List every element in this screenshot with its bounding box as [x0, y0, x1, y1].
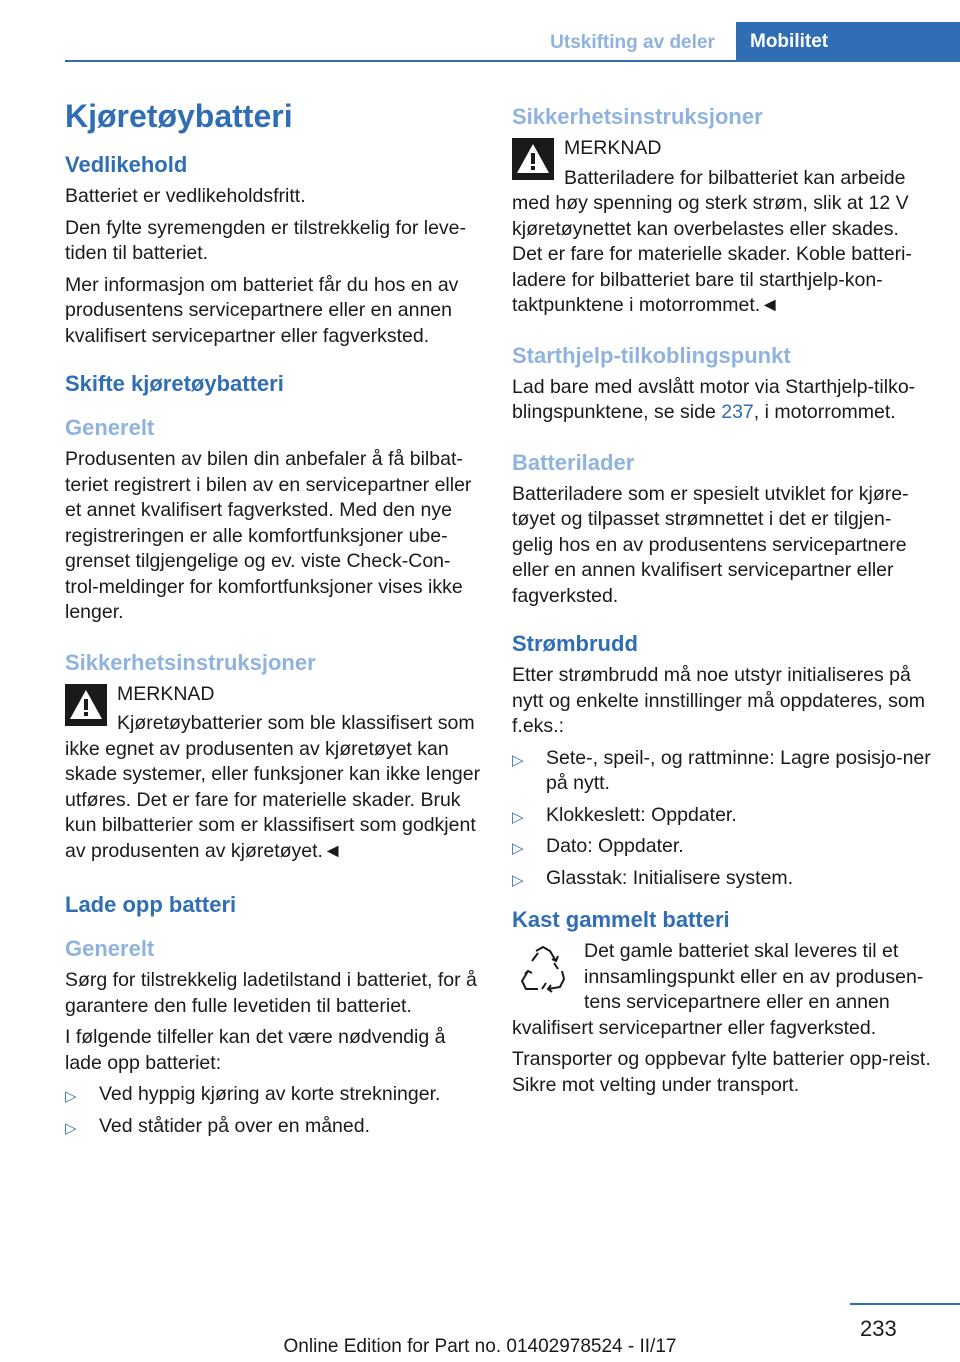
triangle-bullet-icon: ▷ [512, 840, 524, 857]
triangle-bullet-icon: ▷ [65, 1119, 77, 1137]
right-column [512, 96, 932, 1104]
safety-heading-right: Sikkerhetsinstruksjoner [512, 104, 763, 129]
list-item: ▷ Sete-, speil-, og rattminne: Lagre posisjo-ner på nytt. [512, 746, 931, 794]
maintenance-heading: Vedlikehold [65, 152, 188, 177]
general-text: Produsenten av bilen din anbefaler å få bilbat-teriet registrert i bilen av en servicepartner eller et annet kvalifisert fagverksted. Med den nye registreringen er alle komfortfunksjoner ube-grenset tilgjengelige og ev. viste Check-Con-trol-meldinger for komfortfunksjoner vises ikke lenger. [65, 448, 472, 623]
safety-heading-left: Sikkerhetsinstruksjoner [65, 649, 316, 675]
replace-heading: Skifte kjøretøybatteri [65, 371, 284, 396]
tab-section: Utskifting av deler [550, 32, 715, 53]
outage-heading: Strømbrudd [512, 631, 638, 656]
charger-text: Batteriladere som er spesielt utviklet for kjøre-tøyet og tilpasset strømnettet i det er tilgjen-gelig hos en av produsentens servicepartnere eller en annen kvalifisert servicepartner eller fagverksted. [512, 482, 909, 607]
triangle-bullet-icon: ▷ [512, 808, 524, 826]
charge-list [65, 1082, 483, 1139]
footer-rule [850, 1303, 960, 1305]
outage-text: Etter strømbrudd må noe utstyr initialiseres på nytt og enkelte innstillinger må oppdateres, som f.eks.: [512, 664, 925, 737]
list-item: ▷ Dato: Oppdater. [512, 834, 932, 860]
notice-block-right [512, 136, 932, 319]
jump-start-text: Lad bare med avslått motor via Starthjelp-tilko-blingspunktene, se side 237, i motorrommet. [512, 375, 916, 423]
list-item: ▷ Klokkeslett: Oppdater. [512, 803, 932, 829]
notice-block-left [65, 682, 483, 865]
triangle-bullet-icon: ▷ [512, 871, 524, 889]
list-item: ▷ Ved ståtider på over en måned. [65, 1114, 483, 1140]
dispose-block [512, 939, 932, 1041]
dispose-text-2: Transporter og oppbevar fylte batterier opp-reist. Sikre mot velting under transport. [512, 1048, 931, 1096]
charge-text-1: Sørg for tilstrekkelig ladetilstand i batteriet, for å garantere den fulle levetiden til batteriet. [65, 969, 477, 1017]
page-number: 233 [860, 1316, 897, 1341]
list-item: ▷ Glasstak: Initialisere system. [512, 866, 932, 892]
charge-heading: Lade opp batteri [65, 892, 237, 917]
maintenance-text-1: Batteriet er vedlikeholdsfritt. [65, 185, 306, 207]
edition-footer: Online Edition for Part no. 01402978524 - II/17 [283, 1336, 677, 1357]
notice-label: MERKNAD [564, 137, 662, 159]
page-link[interactable]: 237 [721, 401, 754, 423]
page-title: Kjøretøybatteri [65, 98, 293, 134]
dispose-heading: Kast gammelt batteri [512, 907, 730, 932]
jump-start-heading: Starthjelp-tilkoblingspunkt [512, 342, 791, 368]
header-rule [65, 60, 960, 62]
warning-icon [65, 684, 107, 726]
notice-label: MERKNAD [117, 682, 215, 705]
notice-text: Batteriladere for bilbatteriet kan arbeide med høy spenning og sterk strøm, slik at 12 V kjøretøynettet kan overbelastes eller skades. Det er fare for materielle skader. Koble batteri-ladere for bilbatteriet bare til starthjelp-kon-taktpunktene i motorrommet.◄ [512, 166, 912, 316]
recycle-icon [516, 943, 570, 997]
general-heading: Generelt [65, 415, 155, 440]
maintenance-text-2: Den fylte syremengden er tilstrekkelig for leve-tiden til batteriet. [65, 216, 466, 264]
left-column [65, 96, 483, 1145]
notice-text: Kjøretøybatterier som ble klassifisert som ikke egnet av produsenten av kjøretøyet kan skade systemer, eller funksjoner kan ikke lenger utføres. Det er fare for materielle skader. Bruk kun bilbatterier som er klassifisert som godkjent av produsenten av kjøretøyet.◄ [65, 712, 481, 862]
dispose-text: Det gamle batteriet skal leveres til et innsamlingspunkt eller en av produsen-tens servicepartnere eller en annen kvalifisert servicepartner eller fagverksted. [512, 940, 924, 1039]
charge-text-2: I følgende tilfeller kan det være nødvendig å lade opp batteriet: [65, 1026, 446, 1074]
charge-general-heading: Generelt [65, 936, 155, 961]
warning-icon [512, 138, 554, 180]
charger-heading: Batterilader [512, 449, 635, 475]
list-item: ▷ Ved hyppig kjøring av korte strekninger. [65, 1082, 483, 1108]
maintenance-text-3: Mer informasjon om batteriet får du hos en av produsentens servicepartnere eller en annen kvalifisert servicepartner eller fagverksted. [65, 273, 459, 347]
triangle-bullet-icon: ▷ [512, 751, 524, 769]
outage-list [512, 746, 932, 892]
tab-chapter: Mobilitet [736, 22, 960, 62]
triangle-bullet-icon: ▷ [65, 1088, 77, 1105]
